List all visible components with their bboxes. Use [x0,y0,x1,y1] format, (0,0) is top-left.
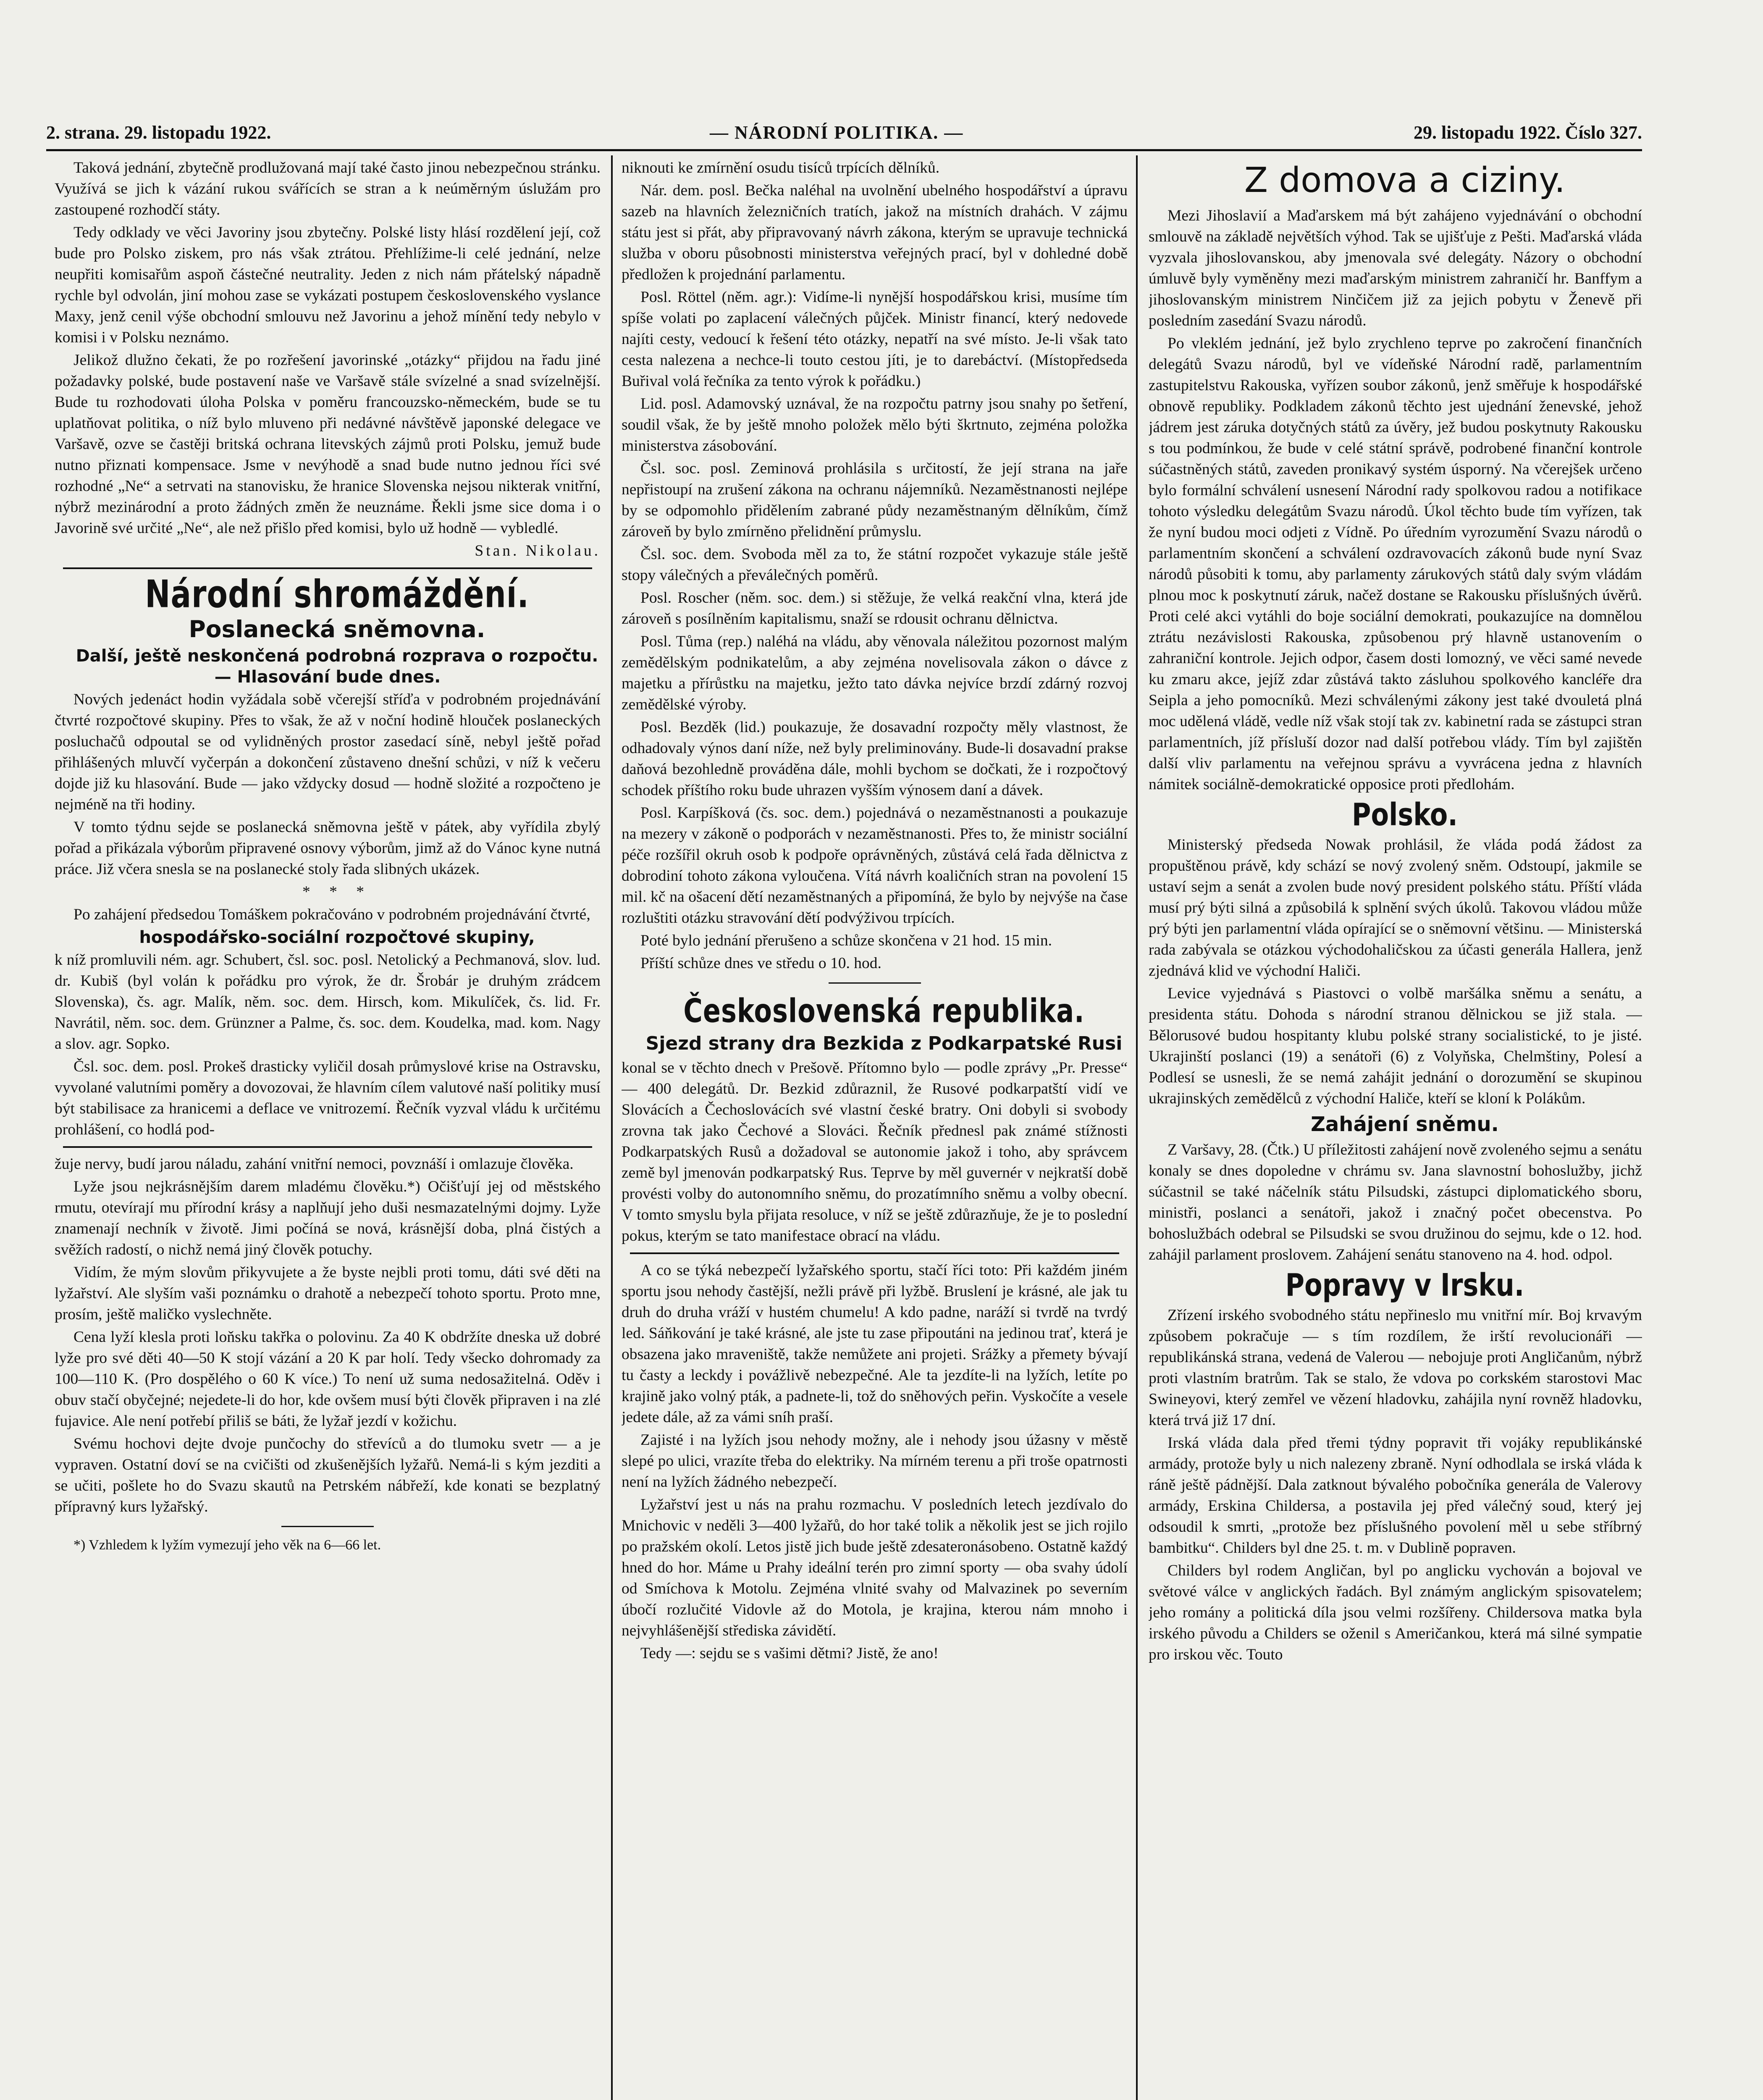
article-paragraph: Příští schůze dnes ve středu o 10. hod. [640,955,882,972]
column-rule-1 [611,155,613,2100]
article-paragraph: Po vleklém jednání, jež bylo zrychleno teprve po zakročení finančních delegátů Svazu národů, byl ve vídeňské Národní radě, parlamentním zastupitelstvu Rakouska, vyřízen soubor zákonů, jenž směřuje k hospodářské obnově republiky. Podkladem zákonů těchto jest ujednání ženevské, jehož jádrem jest záruka dotyčných států za úvěry, jež budou poskytnuty Rakousku s tou podmínkou, že bude v celé státní správě, podrobené finanční kontrole súčastněných států, zaveden pronikavý systém úsporný. Na včerejšek určeno bylo formální schválení usnesení Národní rady spolkovou radou a notifikace tohoto výsledku delegátům Svazu národů. Úkol těchto bude tím vyřízen, tak že nyní budou moci odjeti z Vídně. Po úředním vyrozumění Svazu národů o parlamentním skončení a schválení ozdravovacích zákonů bude nyní Svaz národů působiti k tomu, aby parlamenty zárukových států daly svým vládám plnou moc k poskytnutí záruk, načež dostane se Rakousku příslušných úvěrů. Proti celé akci vytáhli do boje sociální demokrati, poukazujíce na domnělou ztrátu nezávislosti Rakouska, způsobenou prý hlavně ustanovením o zahraniční kontrole. Jejich odpor, časem dosti lomozný, ve věci samé nevede ku zmaru akce, jejíž zdar zůstává takto zásluhou spolkového kancléře dra Seipla a jeho pomocníků. Mezi schválenými zákony jest také dvouletá plná moc udělená vládě, vedle níž však stojí tak zv. kabinetní rada se zástupci stran parlamentních, jíž přísluší dozor nad další potřebou vlády. Tím byl zajištěn další vliv parlamentu na veřejnou správu a vyvrácena jedna z hlavních námitek sociálně-demokratické opposice proti předlohám. [1149,335,1642,793]
feuilleton-paragraph: Tedy —: sejdu se s vašimi dětmi? Jistě, že ano! [640,1645,939,1662]
section-subheading-poslanecka-snemovna: Poslanecká sněmovna. [189,616,485,643]
feuilleton-paragraph: Lyže jsou nejkrásnějším darem mladému člověku.*) Očišťují jej od městského rmutu, otevírají mu přírodní krásy a naplňují jeho duši nesmazatelnými dojmy. Lyže znamenají nechník v životě. Jimi počíná se nová, krásnější doba, plná čistých a svěžích radostí, o nichž nemá jiný člověk potuchy. [55,1178,601,1258]
article-paragraph: Posl. Röttel (něm. agr.): Vidíme-li nynější hospodářskou krisi, musíme tím spíše volati po zaplacení válečných půjček. Ministr financí, který nedovede najíti cesty, vedoucí k řešení této otázky, nepatří na své místo. Je-li však tato cesta nalezena a nechce-li touto cestou jíti, je to darebáctví. (Místopředseda Buřival volá řečníka za tento výrok k pořádku.) [622,289,1128,390]
article-paragraph: niknouti ke zmírnění osudu tisíců trpících dělníků. [622,159,940,176]
masthead-issue: 29. listopadu 1922. Číslo 327. [1414,122,1642,143]
section-heading-popravy-v-irsku: Popravy v Irsku. [1285,1266,1524,1304]
article-paragraph: Jelikož dlužno čekati, že po rozřešení javorinské „otázky“ přijdou na řadu jiné požadavky polské, bude postavení naše ve Varšavě stále svízelné a snad svízelnější. Bude tu rozhodovati úloha Polska v poměru francouzsko-německém, bude se tu uplatňovat politika, o níž bylo mluveno při nedávné návštěvě japonské delegace ve Varšavě, ozve se častěji britská ochrana litevských zájmů proti Polsku, jemuž bude nutno přiznati kompensace. Jsme v nevýhodě a snad bude nutno jednou říci své rozhodné „Ne“ a setrvati na stanovisku, že hranice Slovenska nejsou nikterak vnitřní, nýbrž mezinárodní a proto žádných změn že neuznáme. Řekli jsme sice doma i o Javorině své určité „Ne“, ale než přišlo před komisi, bylo už hodně — vybledlé. [55,352,601,537]
article-signature: Stan. Nikolau. [475,542,601,559]
feuilleton-paragraph: A co se týká nebezpečí lyžařského sportu, stačí říci toto: Při každém jiném sportu jsou nehody častější, nežli právě při lyžbě. Bruslení je krásné, ale jak tu druh do druha vráží v hustém chumelu! A kdo padne, naráží si tvrdě na tvrdý led. Sáňkování je také krásné, ale jste tu zase připoutáni na jedinou trať, která je obsazena jako mraveniště, takže nemůžete ani projeti. Srážky a přemety bývají tu časty a leckdy i povážlivě nebezpečné. Ale ta jezdíte-li na lyžích, letíte po krajině jako volný pták, a padnete-li, tož do sněhových peřin. Vyskočíte a vesele jedete dále, až za vámi sníh praší. [622,1262,1128,1426]
column-3 [1149,158,1642,2100]
article-paragraph: Tedy odklady ve věci Javoriny jsou zbytečny. Polské listy hlásí rozdělení její, což bude pro Polsko ziskem, pro nás však ztrátou. Přehlížime-li celé jednání, nelze neupřiti komisařům aspoň částečné neutrality. Jeden z nich nám přátelský nápadně rychle byl odvolán, jiní mohou zase se vykázati postupem československého vyslance Maxy, jenž cenil výše obchodní smlouvu než Javorinu a jehož mínění tedy nebylo v komisi i v Polsku neznámo. [55,224,601,346]
article-paragraph: Poté bylo jednání přerušeno a schůze skončena v 21 hod. 15 min. [640,932,1052,949]
article-paragraph: Posl. Roscher (něm. soc. dem.) si stěžuje, že velká reakční vlna, která jde zároveň s posílněním kapitalismu, snaží se rdousit ochranu dělnictva. [622,589,1128,627]
article-paragraph: Čsl. soc. posl. Zeminová prohlásila s určitostí, že její strana na jaře nepřistoupí na zrušení zákona na ochranu nájemníků. Nezaměstnanosti nejlépe by se odpomohlo přidělením zabrané půdy nezaměstnaným dělníkům, čímž zároveň by bylo zmírněno přelidnění průmyslu. [622,460,1128,540]
article-paragraph: Z Varšavy, 28. (Čtk.) U příležitosti zahájení nově zvoleného sejmu a senátu konaly se dnes dopoledne v chrámu sv. Jana slavnostní bohoslužby, jichž súčastnil se také náčelník státu Pilsudski, zástupci diplomatického sboru, ministři, poslanci a senátoři, jakož i značný počet obecenstva. Po bohoslužbách odebral se Pilsudski se svou družinou do sejmu, kde o 12. hod. zahájil parlament proslovem. Zahájení senátu stanoveno na 4. hod. odpol. [1149,1141,1642,1263]
article-paragraph: Nových jedenáct hodin vyžádala sobě včerejší stříďa v podrobném projednávání čtvrté rozpočtové skupiny. Přes to však, že až v noční hodině hlouček poslaneckých posluchačů odpoutal se od vylidněných prostor zasedací síně, nebyl ještě pořad přihlášených mluvčí vyčerpán a dokončení zůstaveno dnešní schůzi, v níž k večeru dojde již ku hlasování. Bude — jako vždycky dosud — hodně složité a rozpočteno je nejméně na tři hodiny. [55,691,601,813]
column-1 [55,158,601,2100]
feuilleton-paragraph: Zajisté i na lyžích jsou nehody možny, ale i nehody jsou úžasny v městě slepé po ulici, vrazíte třeba do elektriky. Na mírném terenu a při troše opatrnosti není na lyžích žádného nebezpečí. [622,1431,1128,1491]
feuilleton-paragraph: Svému hochovi dejte dvoje punčochy do střevíců a do tlumoku svetr — a je vypraven. Ostatní doví se na cvičišti od zkušenějších lyžařů. Nemá-li s kým jezditi a se učiti, pošlete ho do Svazu skautů na Petrském nábřeží, kde konati se bezplatný přípravný kurs lyžařský. [55,1435,601,1515]
feuilleton-paragraph: Cena lyží klesla proti loňsku takřka o polovinu. Za 40 K obdržíte dneska už dobré lyže pro své děti 40—50 K stojí vázání a 20 K par holí. Tedy všecko dohromady za 100—110 K. (Pro dospělého o 60 K více.) To není už suma nedosažitelná. Oděv i obuv stačí obyčejné; nejedete-li do hor, kde ovšem musí býti člověk připraven i na zlé fujavice. Ale není potřebí přiliš se báti, že lyžař jezdí v kožichu. [55,1328,601,1430]
article-paragraph: konal se v těchto dnech v Prešově. Přítomno bylo — podle zprávy „Pr. Presse“ — 400 delegátů. Dr. Bezkid zdůraznil, že Rusové podkarpatští vidí ve Slovácích a Čechoslovácích své vlastní české bratry. Oni dobyli si svobody zrovna tak jako Čechové a Slováci. Řečník přednesl pak známé stížnosti Podkarpatských Rusů a dožadoval se autonomie jakož i toho, aby správcem země byl jmenován podkarpatský Rus. Teprve by měl guvernér v nejkratší době provésti volby do autonomního sněmu, do prozatímního sněmu a volby obecní. V tomto smyslu byla přijata resoluce, v níž se ještě zdůrazňuje, že je to poslední pokus, kterým se tato manifestace obrací na vládu. [622,1059,1128,1244]
article-paragraph: Lid. posl. Adamovský uznával, že na rozpočtu patrny jsou snahy po šetření, soudil však, že by ještě mnoho položek mělo býti škrtnuto, zejména položka ministerstva zásobování. [622,395,1128,454]
separator-stars: * * * [302,883,372,900]
section-heading-narodni-shromazdeni: Národní shromáždění. [145,572,529,616]
section-subheading-zahajeni-snemu: Zahájení sněmu. [1311,1113,1499,1136]
article-paragraph: Ministerský předseda Nowak prohlásil, že vláda podá žádost za propuštěnou právě, kdy schází se nový zvolený sněm. Odstoupí, jakmile se ustaví sejm a senát a zvolen bude nový president polského státu. Příští vláda musí prý býti silná a způsobilá k splnění svých úkolů. Takovou vládou může prý býti jen parlamentní vláda opírající se o sněmovní většinu. — Ministerská rada zabývala se otázkou východohaličskou za účasti generála Hallera, jenž zjednává klid ve východní Haliči. [1149,836,1642,979]
article-paragraph: Mezi Jihoslavií a Maďarskem má být zahájeno vyjednávání o obchodní smlouvě na základě největších výhod. Tak se ujišťuje z Pešti. Maďarská vláda vyzvala jihoslovanskou, aby jmenovala své delegáty. Názory o obchodní úmluvě byly vyměněny mezi maďarským ministrem zahraničí hr. Banffym a jihoslovanským ministrem Ninčičem již za jejich pobytu v Ženevě při posledním zasedání Svazu národů. [1149,207,1642,329]
section-heading-polsko: Polsko. [1352,796,1458,833]
feuilleton-paragraph: Lyžařství jest u nás na prahu rozmachu. V posledních letech jezdívalo do Mnichovic v neděli 3—400 lyžařů, do hor také tolik a několik jest se jich rojilo po pražském okolí. Letos jistě jich bude ještě zdesateronásobeno. Ostatně každý hned do hor. Máme u Prahy ideální terén pro zimní sporty — oba svahy údolí od Smíchova k Motolu. Zejména vlnité svahy od Malvazinek po severním úbočí rozlučité Vidovle až do Motola, je krajina, kterou nám mnoho i nejvyhlášenější střediska závidětí. [622,1496,1128,1639]
masthead-page-date: 2. strana. 29. listopadu 1922. [46,122,271,143]
masthead-rule [46,149,1642,151]
column-rule-2 [1136,155,1138,2100]
article-paragraph: Čsl. soc. dem. Svoboda měl za to, že státní rozpočet vykazuje stále ještě stopy válečných a převálečných poměrů. [622,546,1128,584]
article-paragraph: Posl. Tůma (rep.) naléhá na vládu, aby věnovala náležitou pozornost malým zemědělským podnikatelům, a aby zejména novelisovala zákon o dávce z majetku a přírůstku na majetku, ježto tato dávka nejvíce brzdí zdárný rozvoj zemědělské výroby. [622,633,1128,713]
footnote: *) Vzhledem k lyžím vymezují jeho věk na 6—66 let. [73,1537,381,1553]
section-heading-z-domova-a-ciziny: Z domova a ciziny. [1244,160,1566,200]
article-paragraph: V tomto týdnu sejde se poslanecká sněmovna ještě v pátek, aby vyřídila zbylý pořad a přikázala výborům připravené osnovy výborům, jimž až do Vánoc kyne nutná práce. Již včera snesla se na poslanecké stoly řada slibných ukázek. [55,819,601,878]
article-paragraph: Levice vyjednává s Piastovci o volbě maršálka sněmu a senátu, a presidenta státu. Dohoda s národní stranou dělnickou se již stala. — Bělorusové budou hospitanty klubu polské strany socialistické, to je jisté. Ukrajinští poslanci (19) a senátoři (6) z Volyňska, Chelmštiny, Polesí a Podlesí se usnesli, že se nemá zahájit jednání o dorozumění se skupinou ukrajinských zemědělců z východní Haliče, kteří se kloní k Polákům. [1149,985,1642,1107]
article-paragraph: Po zahájení předsedou Tomáškem pokračováno v podrobném projednávání čtvrté, [73,906,590,923]
footnote-rule [281,1526,374,1527]
article-paragraph: Posl. Bezděk (lid.) poukazuje, že dosavadní rozpočty měly vlastnost, že odhadovaly výnos daní níže, než byly preliminovány. Bude-li dosavadní prakse daňová bezohledně prováděna dále, mohli bychom se dočkati, že i rozpočtový schodek příštího roku bude uhrazen vyšším výnosem daní a dávek. [622,719,1128,799]
article-paragraph: Childers byl rodem Angličan, byl po anglicku vychován a bojoval ve světové válce v anglických řadách. Byl známým anglickým spisovatelem; jeho romány a politická díla jsou velmi rozšířeny. Childersova matka byla irského původu a Childers se oženil s Američankou, která má silné sympatie pro irskou věc. Touto [1149,1562,1642,1663]
feuilleton-divider [63,1146,592,1148]
article-paragraph: Nár. dem. posl. Bečka naléhal na uvolnění ubelného hospodářství a úpravu sazeb na hlavních železničních tratích, jakož na místních drahách. V zájmu státu jest si přát, aby připravovaný návrh zákona, kterým se upravuje technická služba v oboru působnosti ministerstva veřejných prací, byl v dohledné době předložen k projednání parlamentu. [622,182,1128,283]
article-paragraph: Čsl. soc. dem. posl. Prokeš drasticky vyličil dosah průmyslové krise na Ostravsku, vyvolané valutními poměry a dovozovai, že hlavním cílem valutové naší politiky musí být stabilisace za hranicemi a deflace ve vnitrozemí. Řečník vyzval vládu k určitému prohlášení, co hodlá pod- [55,1058,601,1138]
article-paragraph: Taková jednání, zbytečně prodlužovaná mají také často jinou nebezpečnou stránku. Využívá se jich k vázání rukou svářících se stran a k neúměrným úslužám pro zastoupené rozhodčí státy. [55,159,601,218]
article-paragraph: Irská vláda dala před třemi týdny popravit tři vojáky republikánské armády, protože byly u nich nalezeny zbraně. Nyní odhodlala se irská vláda k ráně ještě pádnější. Dala zatknout bývalého pobočníka generála de Valerovy armády, Erskina Childersa, a postavila jej před válečný soud, který jej odsoudil k smrti, „protože bez příslušného povolení měl u sebe stříbrný bambitku“. Childers byl dne 25. t. m. v Dublině popraven. [1149,1434,1642,1557]
article-paragraph: Zřízení irského svobodného státu nepřineslo mu vnitřní mír. Boj krvavým způsobem pokračuje — s tím rozdílem, že irští revolucionáři — republikánská strana, vedená de Valerou — nebojuje proti Angličanům, nýbrž proti vlastním bratrům. Tak se stalo, že vdova po corkském starostovi Mac Swineyovi, který zemřel ve vězení hladovku, zahájila nyní rovněž hladovku, která trvá již 17 dní. [1149,1307,1642,1429]
article-paragraph: Posl. Karpíšková (čs. soc. dem.) pojednává o nezaměstnanosti a poukazuje na mezery v zákoně o podporách v nezaměstnanosti. Přes to, že ministr sociální péče rozšířil okruh osob k podpoře oprávněných, zůstává celá řada dělnictva z dobrodiní tohoto zákona vyloučena. Vítá návrh koaličních stran na povolení 15 mil. kč na ošacení dětí nezaměstnaných a připomíná, že bylo by nejvýše na čase rozluštiti otázku stravování dětí podvýživou trpících. [622,804,1128,927]
feuilleton-paragraph: žuje nervy, budí jarou náladu, zahání vnitřní nemoci, povznáší i omlazuje člověka. [55,1155,574,1173]
section-divider [63,567,592,569]
masthead [46,122,1642,151]
article-deck: Další, ještě neskončená podrobná rozprava o rozpočtu. — Hlasování bude dnes. [76,646,598,687]
inline-heading: hospodářsko-sociální rozpočtové skupiny, [139,928,535,947]
masthead-title: — NÁRODNÍ POLITIKA. — [710,122,964,143]
feuilleton-divider [630,1252,1119,1254]
section-divider [829,982,921,984]
article-paragraph: k níž promluvili ném. agr. Schubert, čsl. soc. posl. Netolický a Pechmanová, slov. lud. dr. Kubiš (byl volán k pořádku pro výrok, že dr. Šrobár je druhým zrádcem Slovenska), čs. agr. Malík, něm. soc. dem. Hirsch, kom. Mikulíček, čs. lid. Fr. Navrátil, něm. soc. dem. Grünzner a Palme, čs. soc. dem. Koudelka, mad. kom. Nagy a slov. agr. Sopko. [55,951,601,1053]
section-heading-ceskoslovenska-republika: Československá republika. [683,991,1085,1030]
article-heading-sjezd: Sjezd strany dra Bezkida z Podkarpatské Rusi [645,1033,1123,1054]
column-2 [622,158,1128,2100]
feuilleton-paragraph: Vidím, že mým slovům přikyvujete a že byste nejbli proti tomu, dáti své děti na lyžařství. Ale slyším vaši poznámku o drahotě a nebezpečí tohoto sportu. Proto mne, prosím, ještě maličko vyslechněte. [55,1264,601,1323]
